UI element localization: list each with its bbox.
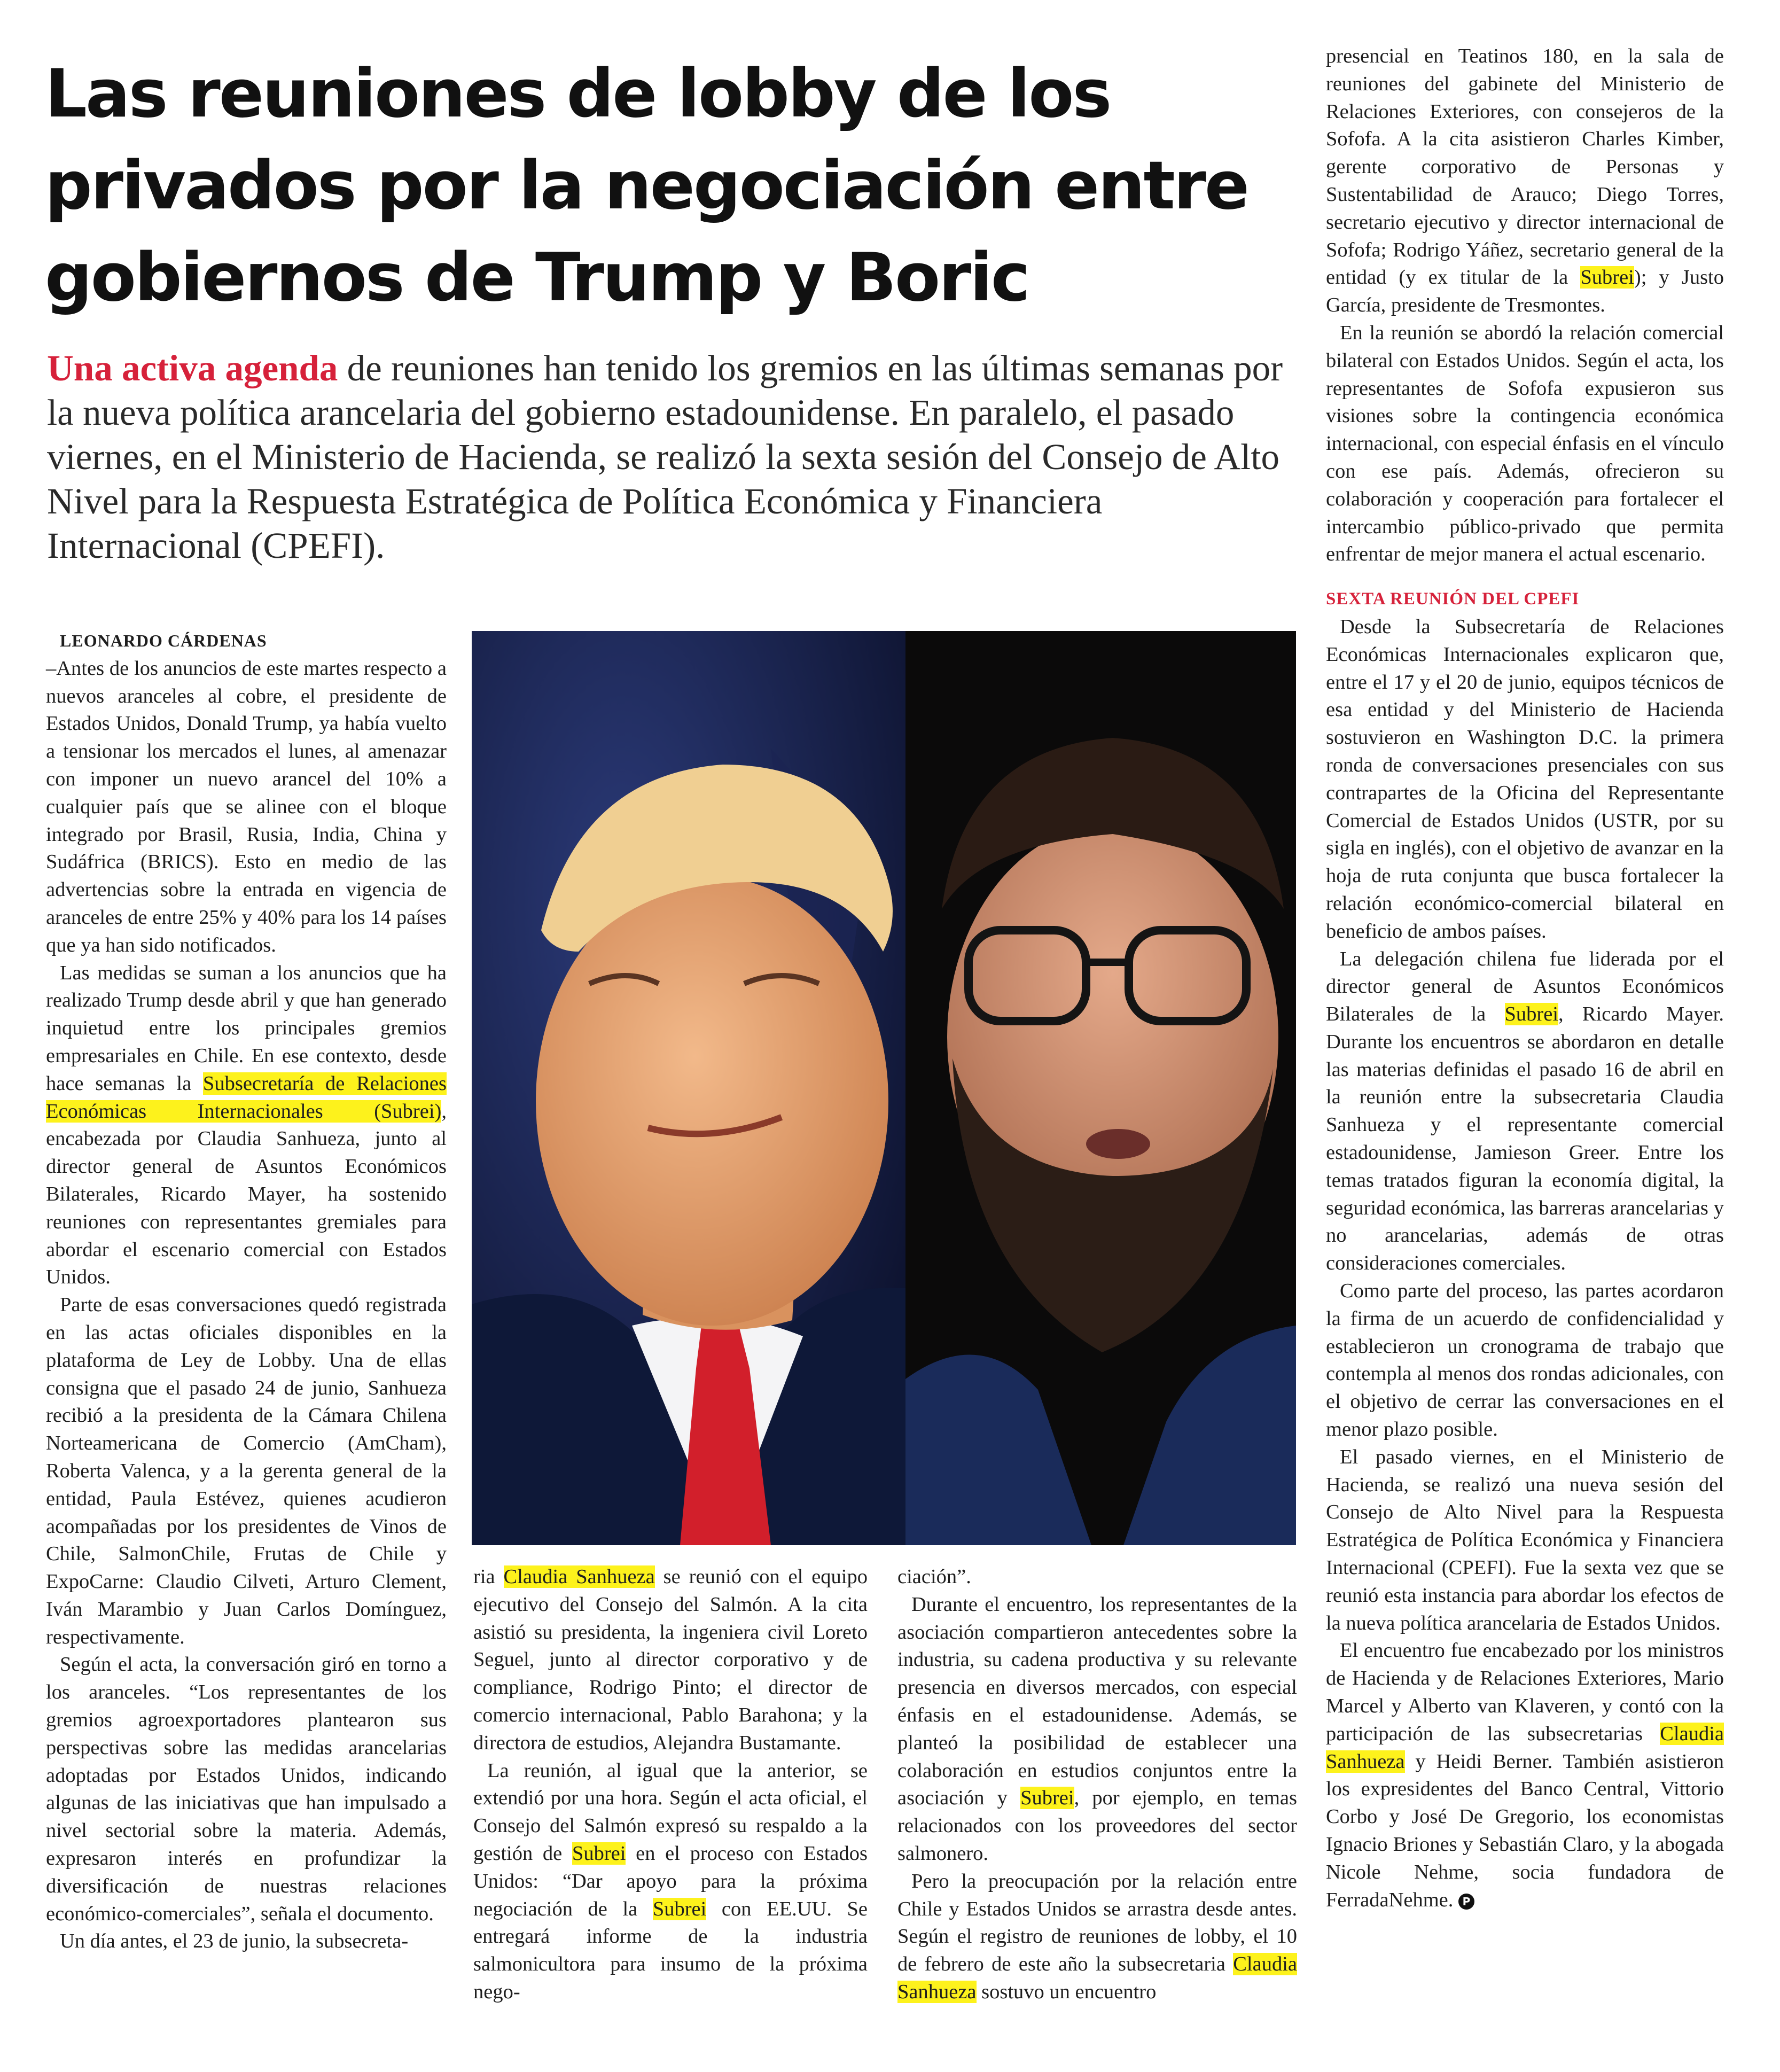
- column-1: [46, 627, 447, 1956]
- byline: LEONARDO CÁRDENAS: [60, 631, 267, 650]
- column-3: [897, 1563, 1297, 2006]
- column-2: [473, 1563, 868, 2006]
- paragraph: Las medidas se suman a los anuncios que ha realizado Trump desde abril y que han generado inquietud entre los principales gremios empresariales en Chile. En ese contexto, desde hace semanas la Subsecretaría de Relaciones Económicas Internacionales (Subrei), encabezada por Claudia Sanhueza, junto al director general de Asuntos Económicos Bilaterales, Ricardo Mayer, ha sostenido reuniones con representantes gremiales para abordar el escenario comercial con Estados Unidos.: [46, 961, 447, 1289]
- highlight: Claudia Sanhueza: [503, 1565, 655, 1588]
- paragraph: Desde la Subsecretaría de Relaciones Económicas Internacionales explicaron que, entre el 17 y el 20 de junio, equipos técnicos de esa entidad y del Ministerio de Hacienda sostuvieron en Washington D.C. la primera ronda de conversaciones presenciales con sus contrapartes de la Oficina del Representante Comercial de Estados Unidos (USTR, por su sigla en inglés), con el objetivo de avanzar en la hoja de ruta conjunta que busca fortalecer la relación económico-comercial bilateral en beneficio de ambos países.: [1326, 615, 1724, 942]
- paragraph: La delegación chilena fue liderada por el director general de Asuntos Económicos Bilaterales de la Subrei, Ricardo Mayer. Durante los encuentros se abordaron en detalle las materias definidas el pasado 16 de abril en la reunión entre la subsecretaria Claudia Sanhueza y el representante comercial estadounidense, Jamieson Greer. Entre los temas tratados figuran la economía digital, la seguridad económica, las barreras arancelarias y no arancelarias, además de otras consideraciones comerciales.: [1326, 947, 1724, 1275]
- paragraph: En la reunión se abordó la relación comercial bilateral con Estados Unidos. Según el acta, los representantes de Sofofa expusieron sus visiones sobre la contingencia económica internacional, con especial énfasis en el vínculo con ese país. Además, ofrecieron su colaboración y cooperación para fortalecer el intercambio público-privado que permita enfrentar de mejor manera el actual escenario.: [1326, 321, 1724, 566]
- highlight: Subrei: [652, 1897, 707, 1920]
- photo-right-boric: [905, 631, 1296, 1545]
- highlight: Subrei: [1020, 1787, 1074, 1810]
- highlight: Claudia Sanhueza: [1326, 1722, 1724, 1773]
- deck-lead: Una activa agenda: [47, 348, 338, 388]
- paragraph: El pasado viernes, en el Ministerio de Hacienda, se realizó una nueva sesión del Consejo de Alto Nivel para la Respuesta Estratégica de Política Económica y Financiera Internacional (CPEFI). Fue la sexta vez que se reunió esta instancia para abordar los efectos de la nueva política arancelaria de Estados Unidos.: [1326, 1445, 1724, 1634]
- photo-left-trump: [472, 631, 905, 1545]
- section-heading: SEXTA REUNIÓN DEL CPEFI: [1326, 589, 1580, 609]
- paragraph: presencial en Teatinos 180, en la sala de reuniones del gabinete del Ministerio de Relaciones Exteriores, con consejeros de la Sofofa. A la cita asistieron Charles Kimber, gerente corporativo de Personas y Sustentabilidad de Arauco; Diego Torres, secretario ejecutivo y director internacional de Sofofa; Rodrigo Yáñez, secretario general de la entidad (y ex titular de la Subrei); y Justo García, presidente de Tresmontes.: [1326, 45, 1724, 317]
- paragraph: Según el acta, la conversación giró en torno a los aranceles. “Los representantes de los gremios agroexportadores plantearon sus perspectivas sobre las medidas arancelarias adoptadas por Estados Unidos, indicando algunas de las iniciativas que han impulsado a nivel sectorial sobre la materia. Además, expresaron interés en profundizar la diversificación de nuestras relaciones económico-comerciales”, señala el documento.: [46, 1653, 447, 1925]
- highlight: Claudia Sanhueza: [897, 1953, 1297, 2003]
- paragraph: –Antes de los anuncios de este martes respecto a nuevos aranceles al cobre, el presidente de Estados Unidos, Donald Trump, ya había vuelto a tensionar los mercados el lunes, al amenazar con imponer un nuevo arancel del 10% a cualquier país que se alinee con el bloque integrado por Brasil, Rusia, India, China y Sudáfrica (BRICS). Esto en medio de las advertencias sobre la entrada en vigencia de aranceles de entre 25% y 40% para los 14 países que ya han sido notificados.: [46, 657, 447, 956]
- paragraph: Parte de esas conversaciones quedó registrada en las actas oficiales disponibles en la plataforma de Ley de Lobby. Una de ellas consigna que el pasado 24 de junio, Sanhueza recibió a la presidenta de la Cámara Chilena Norteamericana de Comercio (AmCham), Roberta Valenca, y a la gerenta general de la entidad, Paula Estévez, quienes acudieron acompañadas por los presidentes de Vinos de Chile, SalmonChile, Frutas de Chile y ExpoCarne: Claudio Cilveti, Arturo Clement, Iván Marambio y Juan Carlos Domínguez, respectivamente.: [46, 1294, 447, 1648]
- article-photo: [472, 631, 1296, 1545]
- column-4: [1326, 43, 1724, 1914]
- headline: Las reuniones de lobby de los privados por la negociación entre gobiernos de Trump y Boric: [45, 56, 1248, 316]
- end-mark-icon: P: [1458, 1894, 1474, 1910]
- paragraph: Un día antes, el 23 de junio, la subsecreta-: [60, 1930, 409, 1953]
- highlight: Subrei: [1580, 266, 1634, 289]
- paragraph: ciación”.: [897, 1565, 971, 1588]
- deck: [47, 346, 1292, 568]
- paragraph: Durante el encuentro, los representantes de la asociación compartieron antecedentes sobre la industria, su cadena productiva y su relevante presencia en diversos mercados, con especial énfasis en el estadounidense. Además, se planteó la posibilidad de establecer una colaboración en estudios conjuntos entre la asociación y Subrei, por ejemplo, en temas relacionados con los proveedores del sector salmonero.: [897, 1593, 1297, 1865]
- paragraph: La reunión, al igual que la anterior, se extendió por una hora. Según el acta oficial, el Consejo del Salmón expresó su respaldo a la gestión de Subrei en el proceso con Estados Unidos: “Dar apoyo para la próxima negociación de la Subrei con EE.UU. Se entregará informe de la industria salmonicultora para insumo de la próxima nego-: [473, 1759, 868, 2003]
- paragraph: ria Claudia Sanhueza se reunió con el equipo ejecutivo del Consejo del Salmón. A la cita asistió su presidenta, la ingeniera civil Loreto Seguel, junto al director corporativo y de compliance, Rodrigo Pinto; el director de comercio internacional, Pablo Barahona; y la directora de estudios, Alejandra Bustamante.: [473, 1565, 868, 1754]
- paragraph: Como parte del proceso, las partes acordaron la firma de un acuerdo de confidencialidad y establecieron un cronograma de trabajo que contempla al menos dos rondas adicionales, con el objetivo de cerrar las conversaciones en el menor plazo posible.: [1326, 1280, 1724, 1441]
- paragraph: Pero la preocupación por la relación entre Chile y Estados Unidos se arrastra desde antes. Según el registro de reuniones de lobby, el 10 de febrero de este año la subsecretaria Claudia Sanhueza sostuvo un encuentro: [897, 1870, 1297, 2003]
- paragraph: El encuentro fue encabezado por los ministros de Hacienda y de Relaciones Exteriores, Mario Marcel y Alberto van Klaveren, y contó con la participación de las subsecretarias Claudia Sanhueza y Heidi Berner. También asistieron los expresidentes del Banco Central, Vittorio Corbo y José De Gregorio, los economistas Ignacio Briones y Sebastián Claro, y la abogada Nicole Nehme, socia fundadora de FerradaNehme. P: [1326, 1639, 1724, 1911]
- deck-text: de reuniones han tenido los gremios en las últimas semanas por la nueva política arancelaria del gobierno estadounidense. En paralelo, el pasado viernes, en el Ministerio de Hacienda, se realizó la sexta sesión del Consejo de Alto Nivel para la Respuesta Estratégica de Política Económica y Financiera Internacional (CPEFI).: [47, 348, 1283, 566]
- highlight: Subsecretaría de Relaciones Económicas Internacionales (Subrei): [46, 1072, 447, 1123]
- highlight: Subrei: [572, 1842, 626, 1865]
- highlight: Subrei: [1504, 1003, 1559, 1026]
